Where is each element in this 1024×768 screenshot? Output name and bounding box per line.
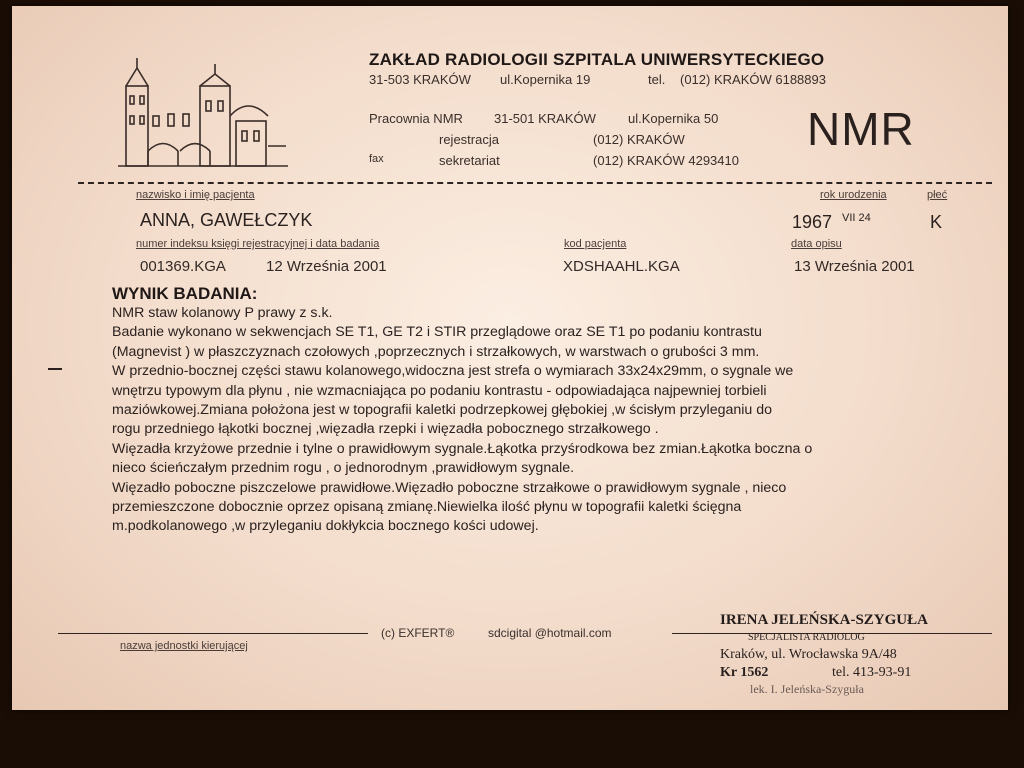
result-line: Badanie wykonano w sekwencjach SE T1, GE T2 i STIR przeglądowe oraz SE T1 po podaniu kontrastu bbox=[112, 324, 762, 341]
result-body bbox=[112, 304, 992, 537]
lab-label: Pracownia NMR bbox=[369, 111, 463, 126]
institution-postal: 31-503 KRAKÓW bbox=[369, 72, 471, 87]
stamp-code: Kr 1562 bbox=[720, 665, 769, 680]
result-line: W przednio-bocznej części stawu kolanowego,widoczna jest strefa o wymiarach 33x24x29mm, o sygnale we bbox=[112, 363, 794, 380]
index-label: numer indeksu księgi rejestracyjnej i data badania bbox=[136, 238, 380, 250]
description-date: 13 Września 2001 bbox=[794, 258, 915, 275]
lab-street: ul.Kopernika 50 bbox=[628, 111, 719, 126]
result-line: m.podkolanowego ,w przyleganiu dokłykcia bocznego kości udowej. bbox=[112, 518, 539, 535]
result-line: nieco ścieńczałym przednim rogu , o jednorodnym ,prawidłowym sygnale. bbox=[112, 460, 575, 477]
institution-street: ul.Kopernika 19 bbox=[500, 72, 591, 87]
exam-date: 12 Września 2001 bbox=[266, 258, 387, 275]
header-divider bbox=[78, 182, 992, 184]
patient-name-label: nazwisko i imię pacjenta bbox=[136, 189, 255, 201]
result-line: Więzadła krzyżowe przednie i tylne o prawidłowym sygnale.Łąkotka przyśrodkowa bez zmian.Łąkotka boczna o bbox=[112, 440, 813, 457]
margin-mark bbox=[48, 368, 62, 370]
patient-sex: K bbox=[930, 212, 943, 232]
birth-extra: VII 24 bbox=[842, 212, 871, 224]
institution-title: ZAKŁAD RADIOLOGII SZPITALA UNIWERSYTECKIEGO bbox=[369, 50, 825, 69]
registration-value: (012) KRAKÓW bbox=[593, 132, 685, 147]
footer-divider-left bbox=[58, 633, 368, 634]
result-line: maziówkowej.Zmiana położona jest w topografii kaletki podrzepkowej głębokiej ,w ścisłym przyleganiu do bbox=[112, 402, 773, 419]
report-paper bbox=[12, 6, 1008, 710]
birth-year: 1967 bbox=[792, 212, 833, 232]
fax-label: fax bbox=[369, 153, 384, 165]
signature-name: IRENA JELEŃSKA-SZYGUŁA bbox=[720, 612, 928, 628]
birth-year-label: rok urodzenia bbox=[820, 189, 887, 201]
patient-code: XDSHAAHL.KGA bbox=[563, 258, 680, 275]
result-line: Więzadło poboczne piszczelowe prawidłowe.Więzadło poboczne strzałkowe o prawidłowym sygnale , nieco bbox=[112, 479, 787, 496]
patient-name: ANNA, GAWEŁCZYK bbox=[140, 210, 313, 230]
result-line: (Magnevist ) w płaszczyznach czołowych ,poprzecznych i strzałkowych, w warstwach o grubości 3 mm. bbox=[112, 343, 760, 360]
index-number: 001369.KGA bbox=[140, 258, 226, 275]
result-line: przemieszczone dobocznie oprzez opisaną zmianę.Niewielka ilość płynu w topografii kaletki ścięgna bbox=[112, 499, 742, 516]
result-line: wnętrzu typowym dla płynu , nie wzmacniająca po podaniu kontrastu - odpowiadająca najpewniej torbieli bbox=[112, 382, 767, 399]
result-line: NMR staw kolanowy P prawy z s.k. bbox=[112, 305, 333, 321]
stamp-bottom: lek. I. Jeleńska-Szyguła bbox=[750, 682, 864, 696]
lab-address: 31-501 KRAKÓW bbox=[494, 111, 596, 126]
secretariat-value: (012) KRAKÓW 4293410 bbox=[593, 153, 739, 168]
stamp-title: SPECJALISTA RADIOLOG bbox=[748, 632, 865, 643]
patient-code-label: kod pacjenta bbox=[564, 238, 627, 250]
stamp-tel: tel. 413-93-91 bbox=[832, 665, 912, 680]
registration-label: rejestracja bbox=[439, 132, 499, 147]
description-date-label: data opisu bbox=[791, 238, 842, 250]
result-line: rogu przedniego łąkotki bocznej ,więzadła rzepki i więzadła pobocznego strzałkowego . bbox=[112, 421, 659, 438]
nmr-badge: NMR bbox=[807, 103, 915, 155]
software-credit: (c) EXFERT® bbox=[381, 626, 455, 640]
secretariat-label: sekretariat bbox=[439, 153, 500, 168]
sex-label: płeć bbox=[927, 189, 948, 201]
castle-logo-icon bbox=[118, 56, 288, 171]
tel-value: (012) KRAKÓW 6188893 bbox=[680, 72, 826, 87]
result-title: WYNIK BADANIA: bbox=[112, 284, 258, 303]
software-email: sdcigital @hotmail.com bbox=[488, 626, 612, 640]
referring-unit-label: nazwa jednostki kierującej bbox=[120, 640, 248, 652]
tel-label: tel. bbox=[648, 72, 666, 87]
stamp-address: Kraków, ul. Wrocławska 9A/48 bbox=[720, 647, 897, 662]
